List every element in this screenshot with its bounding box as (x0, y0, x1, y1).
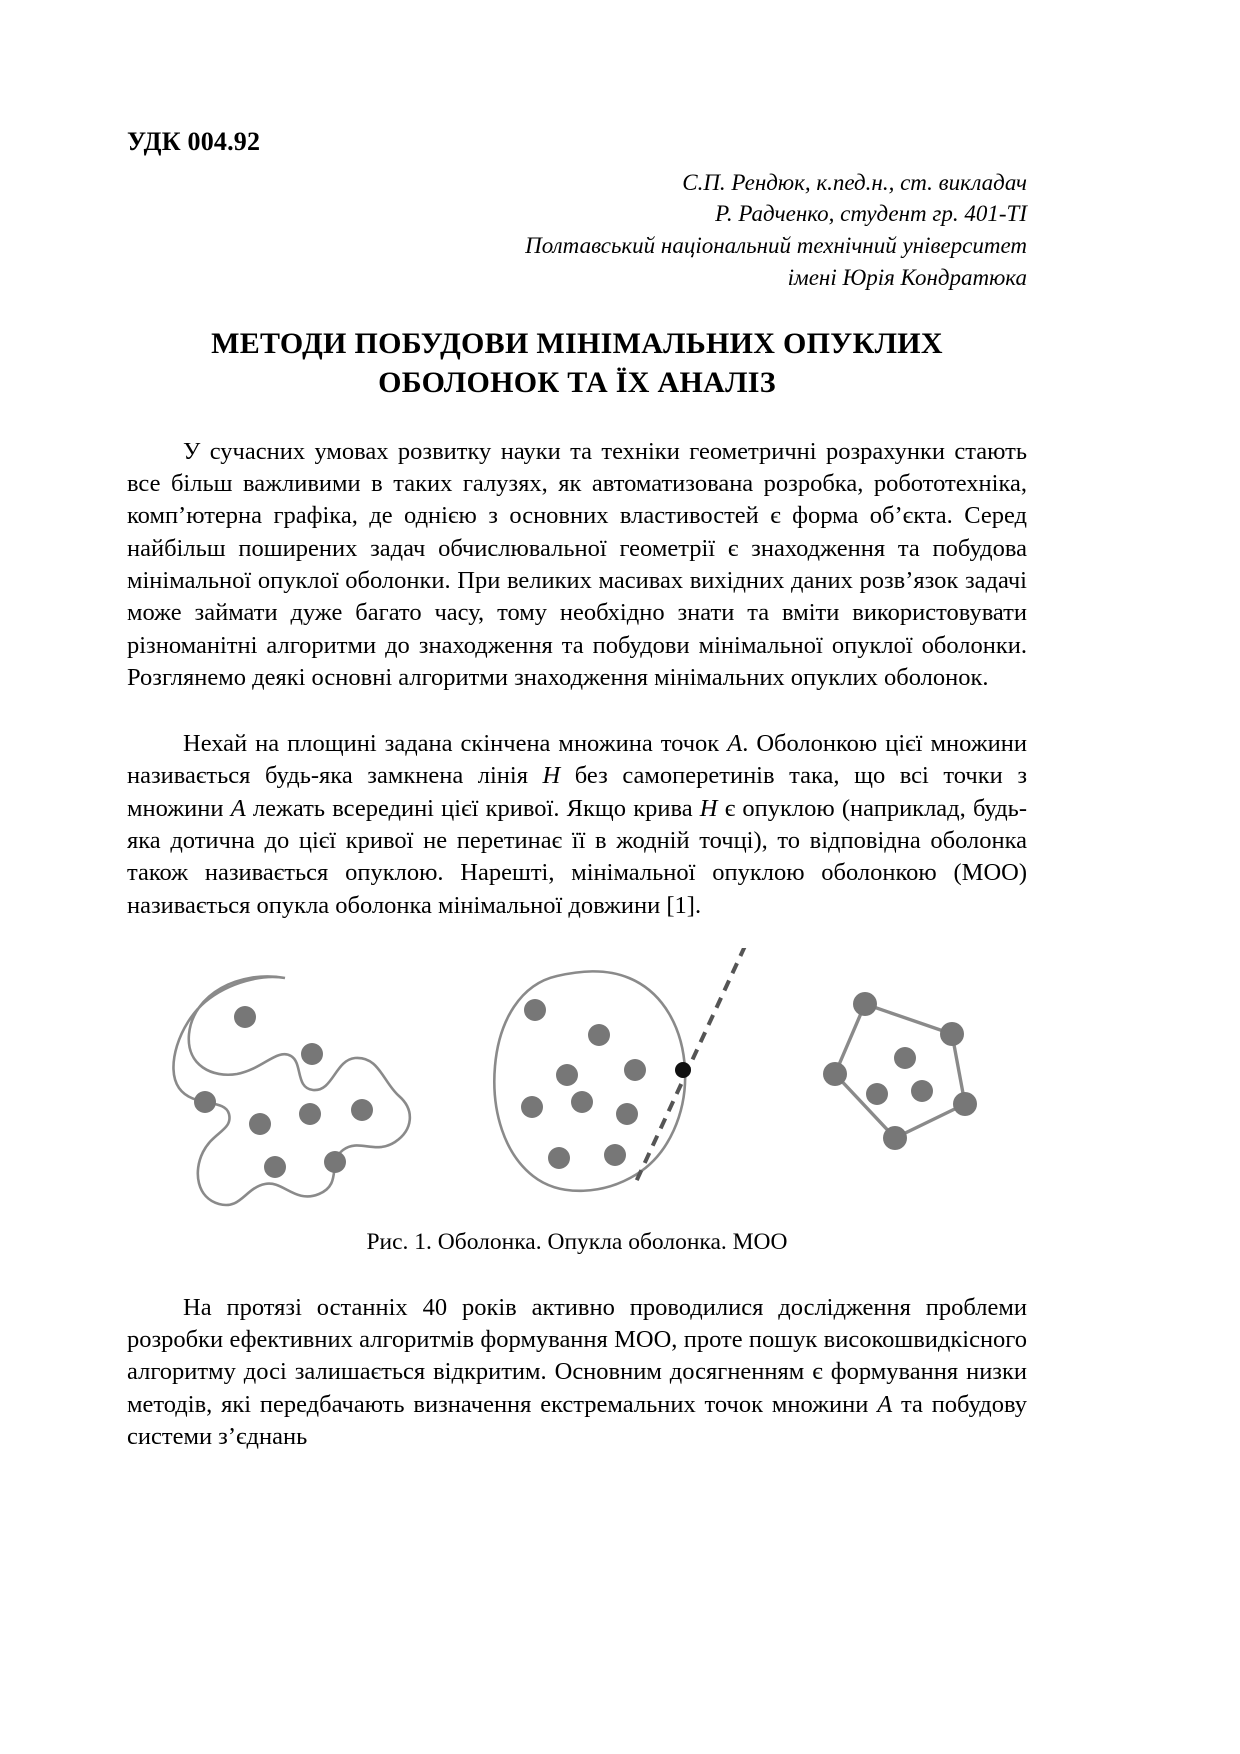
data-point (234, 1006, 256, 1028)
p3-text-b: та побудову системи з’єднань (127, 1390, 1027, 1450)
title-line-2: ОБОЛОНОК ТА ЇХ АНАЛІЗ (378, 365, 776, 399)
affiliation-line-2: імені Юрія Кондратюка (787, 264, 1027, 290)
data-point (624, 1059, 646, 1081)
variable-A-2: A (230, 794, 246, 822)
tangent-point (675, 1062, 691, 1078)
data-point (324, 1151, 346, 1173)
author-line-2: Р. Радченко, студент гр. 401-ТІ (715, 201, 1027, 227)
variable-A: A (727, 730, 743, 758)
data-point (556, 1064, 578, 1086)
data-point (866, 1083, 888, 1105)
p3-text-a: На протязі останніх 40 років активно проводилися дослідження проблеми розробки ефективних алгоритмів формування МОО, проте пошук високошвидкісного алгоритму досі залишається відкритим. Основним досягненням є формування низки методів, які передбачають визначення екстремальних точок множини (127, 1293, 1027, 1418)
title-line-1: МЕТОДИ ПОБУДОВИ МІНІМАЛЬНИХ ОПУКЛИХ (211, 326, 943, 360)
data-point (194, 1091, 216, 1113)
data-point (911, 1080, 933, 1102)
data-point (264, 1156, 286, 1178)
p2-text-c: без самоперетинів така, що всі точки з множини (127, 762, 1027, 822)
paragraph-intro: У сучасних умовах розвитку науки та техніки геометричні розрахунки стають все більш важливими в таких галузях, як автоматизована розробка, робототехніка, комп’ютерна графіка, де однією з основних властивостей є форма об’єкта. Серед найбільш поширених задач обчислювальної геометрії є знаходження та побудова мінімальної опуклої оболонки. При великих масивах вихідних даних розв’язок задачі може займати дуже багато часу, тому необхідно знати та вміти використовувати різноманітні алгоритми до знаходження та побудови мінімальної опуклої оболонки. Розглянемо деякі основні алгоритми знаходження мінімальних опуклих оболонок. (127, 437, 1027, 691)
convex-hull-panel (494, 948, 745, 1191)
point-set (521, 999, 646, 1169)
data-point (351, 1099, 373, 1121)
figure-1-caption: Рис. 1. Оболонка. Опукла оболонка. МОО (366, 1229, 788, 1256)
hull-vertex (940, 1022, 964, 1046)
affiliation-line-1: Полтавський національний технічний університет (525, 233, 1027, 259)
data-point (299, 1103, 321, 1125)
figure-1-graphic (127, 948, 1027, 1213)
concave-hull-panel (173, 977, 409, 1206)
concave-hull-outline (173, 977, 409, 1206)
data-point (588, 1024, 610, 1046)
p2-text-b: . Оболонкою цієї множини називається будь-яка замкнена лінія (127, 730, 1027, 790)
hull-vertex (853, 992, 877, 1016)
minimal-convex-hull-panel (823, 992, 977, 1150)
author-line-1: С.П. Рендюк, к.пед.н., ст. викладач (682, 169, 1027, 195)
variable-H-2: H (699, 794, 718, 822)
data-point (571, 1091, 593, 1113)
p2-text-a: Нехай на площині задана скінчена множина точок (183, 730, 728, 758)
paragraph-history (127, 1292, 1027, 1454)
paragraph-definitions (127, 728, 1027, 922)
author-block (127, 167, 1027, 294)
p2-text-e: є опуклою (наприклад, будь-яка дотична до цієї кривої не перетинає її в жодній точці), то відповідна оболонка також називається опуклою. Нарешті, мінімальної опуклою оболонкою (МОО) називається опукла оболонка мінімальної довжини [1]. (127, 794, 1028, 919)
page-title (127, 324, 1027, 402)
data-point (604, 1144, 626, 1166)
udk-code: УДК 004.92 (127, 127, 261, 156)
interior-point-set (866, 1047, 933, 1105)
convex-hull-outline (494, 971, 685, 1190)
hull-vertex (953, 1092, 977, 1116)
p2-text-d: лежать всередині цієї кривої. Якщо крива (245, 794, 700, 822)
hull-vertex (823, 1062, 847, 1086)
point-set (194, 1006, 373, 1178)
tangent-line (635, 948, 745, 1184)
data-point (249, 1113, 271, 1135)
hull-vertex (883, 1126, 907, 1150)
page-content (127, 0, 1027, 1478)
variable-A-3: A (877, 1390, 893, 1418)
variable-H: H (542, 762, 561, 790)
data-point (548, 1147, 570, 1169)
data-point (616, 1103, 638, 1125)
data-point (894, 1047, 916, 1069)
data-point (524, 999, 546, 1021)
figure-1 (127, 948, 1027, 1213)
data-point (301, 1043, 323, 1065)
data-point (521, 1096, 543, 1118)
